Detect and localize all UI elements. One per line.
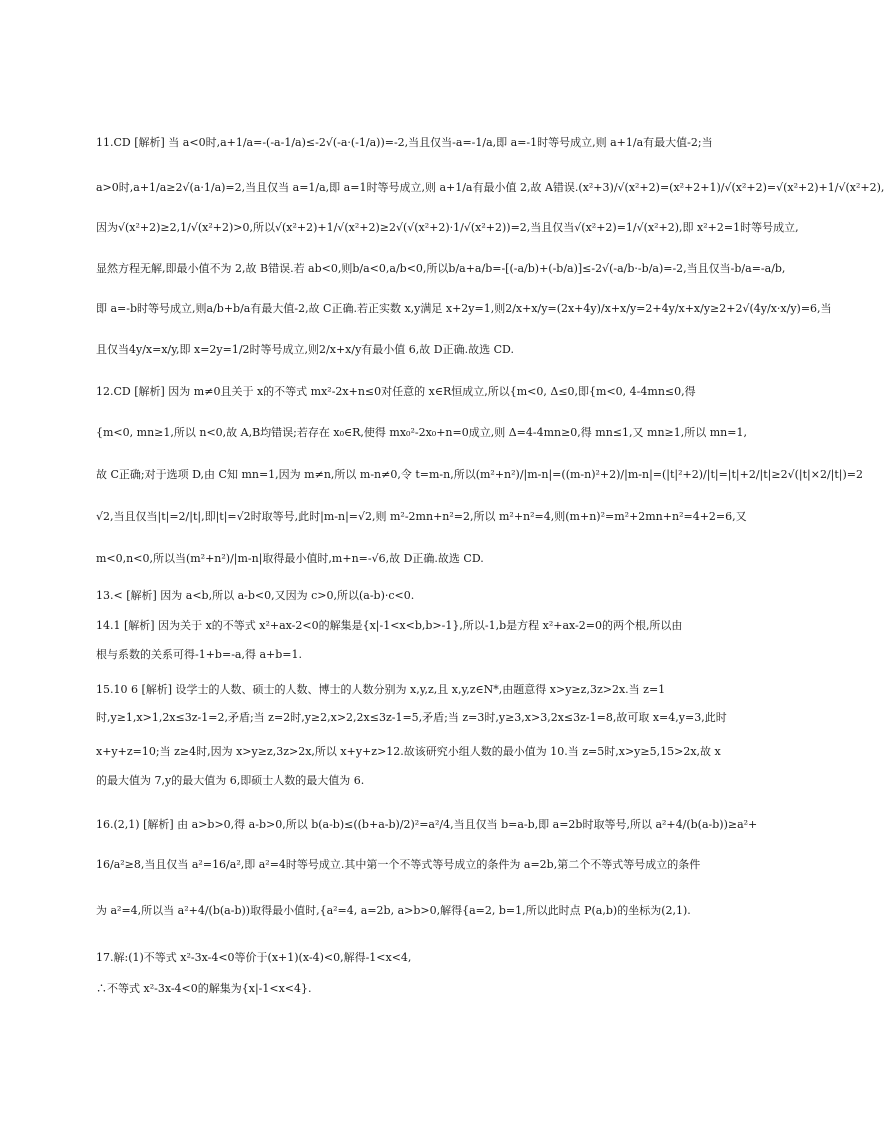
text-line: 显然方程无解,即最小值不为 2,故 B错误.若 ab<0,则b/a<0,a/b<0,所以b/a+a/b=-[(-a/b)+(-b/a)]≤-2√(-a/b·-b/a)=-2,当且仅当-b/a=-a/b, bbox=[96, 262, 786, 275]
text-line: 根与系数的关系可得-1+b=-a,得 a+b=1. bbox=[96, 648, 302, 661]
text-line: 16/a²≥8,当且仅当 a²=16/a²,即 a²=4时等号成立.其中第一个不等式等号成立的条件为 a=2b,第二个不等式等号成立的条件 bbox=[96, 858, 701, 871]
text-line: 16.(2,1) [解析] 由 a>b>0,得 a-b>0,所以 b(a-b)≤((b+a-b)/2)²=a²/4,当且仅当 b=a-b,即 a=2b时取等号,所以 a²+4/(b(a-b))≥a²+ bbox=[96, 818, 758, 831]
text-line: ∴不等式 x²-3x-4<0的解集为{x|-1<x<4}. bbox=[96, 982, 312, 995]
text-line: √2,当且仅当|t|=2/|t|,即|t|=√2时取等号,此时|m-n|=√2,则 m²-2mn+n²=2,所以 m²+n²=4,则(m+n)²=m²+2mn+n²=4+2=6,又 bbox=[96, 510, 747, 523]
text-line: x+y+z=10;当 z≥4时,因为 x>y≥z,3z>2x,所以 x+y+z>12.故该研究小组人数的最小值为 10.当 z=5时,x>y≥5,15>2x,故 x bbox=[96, 745, 721, 758]
text-line: 17.解:(1)不等式 x²-3x-4<0等价于(x+1)(x-4)<0,解得-1<x<4, bbox=[96, 951, 412, 964]
text-line: 且仅当4y/x=x/y,即 x=2y=1/2时等号成立,则2/x+x/y有最小值 6,故 D正确.故选 CD. bbox=[96, 343, 514, 356]
text-line: 即 a=-b时等号成立,则a/b+b/a有最大值-2,故 C正确.若正实数 x,y满足 x+2y=1,则2/x+x/y=(2x+4y)/x+x/y=2+4y/x+x/y≥2+2√(4y/x·x/y)=6,当 bbox=[96, 302, 832, 315]
text-line: a>0时,a+1/a≥2√(a·1/a)=2,当且仅当 a=1/a,即 a=1时等号成立,则 a+1/a有最小值 2,故 A错误.(x²+3)/√(x²+2)=(x²+2+1)/√(x²+2)=√(x²+2)+1/√(x²+2), bbox=[96, 181, 884, 194]
text-line: {m<0, mn≥1,所以 n<0,故 A,B均错误;若存在 x₀∈R,使得 mx₀²-2x₀+n=0成立,则 Δ=4-4mn≥0,得 mn≤1,又 mn≥1,所以 mn=1, bbox=[96, 426, 747, 439]
text-line: 11.CD [解析] 当 a<0时,a+1/a=-(-a-1/a)≤-2√(-a·(-1/a))=-2,当且仅当-a=-1/a,即 a=-1时等号成立,则 a+1/a有最大值-2;当 bbox=[96, 136, 713, 149]
text-line: 时,y≥1,x>1,2x≤3z-1=2,矛盾;当 z=2时,y≥2,x>2,2x≤3z-1=5,矛盾;当 z=3时,y≥3,x>3,2x≤3z-1=8,故可取 x=4,y=3,此时 bbox=[96, 711, 727, 724]
text-line: m<0,n<0,所以当(m²+n²)/|m-n|取得最小值时,m+n=-√6,故 D正确.故选 CD. bbox=[96, 552, 484, 565]
text-line: 15.10 6 [解析] 设学士的人数、硕士的人数、博士的人数分别为 x,y,z,且 x,y,z∈N*,由题意得 x>y≥z,3z>2x.当 z=1 bbox=[96, 683, 666, 696]
text-line: 14.1 [解析] 因为关于 x的不等式 x²+ax-2<0的解集是{x|-1<x<b,b>-1},所以-1,b是方程 x²+ax-2=0的两个根,所以由 bbox=[96, 619, 683, 632]
text-line: 13.< [解析] 因为 a<b,所以 a-b<0,又因为 c>0,所以(a-b)·c<0. bbox=[96, 589, 415, 602]
text-line: 因为√(x²+2)≥2,1/√(x²+2)>0,所以√(x²+2)+1/√(x²+2)≥2√(√(x²+2)·1/√(x²+2))=2,当且仅当√(x²+2)=1/√(x²+2),即 x²+2=1时等号成立, bbox=[96, 221, 799, 234]
text-line: 故 C正确;对于选项 D,由 C知 mn=1,因为 m≠n,所以 m-n≠0,令 t=m-n,所以(m²+n²)/|m-n|=((m-n)²+2)/|m-n|=(|t|²+2)/|t|=|t|+2/|t|≥2√(|t|×2/|t|)=2 bbox=[96, 468, 863, 481]
text-line: 的最大值为 7,y的最大值为 6,即硕士人数的最大值为 6. bbox=[96, 774, 365, 787]
text-line: 12.CD [解析] 因为 m≠0且关于 x的不等式 mx²-2x+n≤0对任意的 x∈R恒成立,所以{m<0, Δ≤0,即{m<0, 4-4mn≤0,得 bbox=[96, 385, 696, 398]
text-line: 为 a²=4,所以当 a²+4/(b(a-b))取得最小值时,{a²=4, a=2b, a>b>0,解得{a=2, b=1,所以此时点 P(a,b)的坐标为(2,1). bbox=[96, 904, 691, 917]
